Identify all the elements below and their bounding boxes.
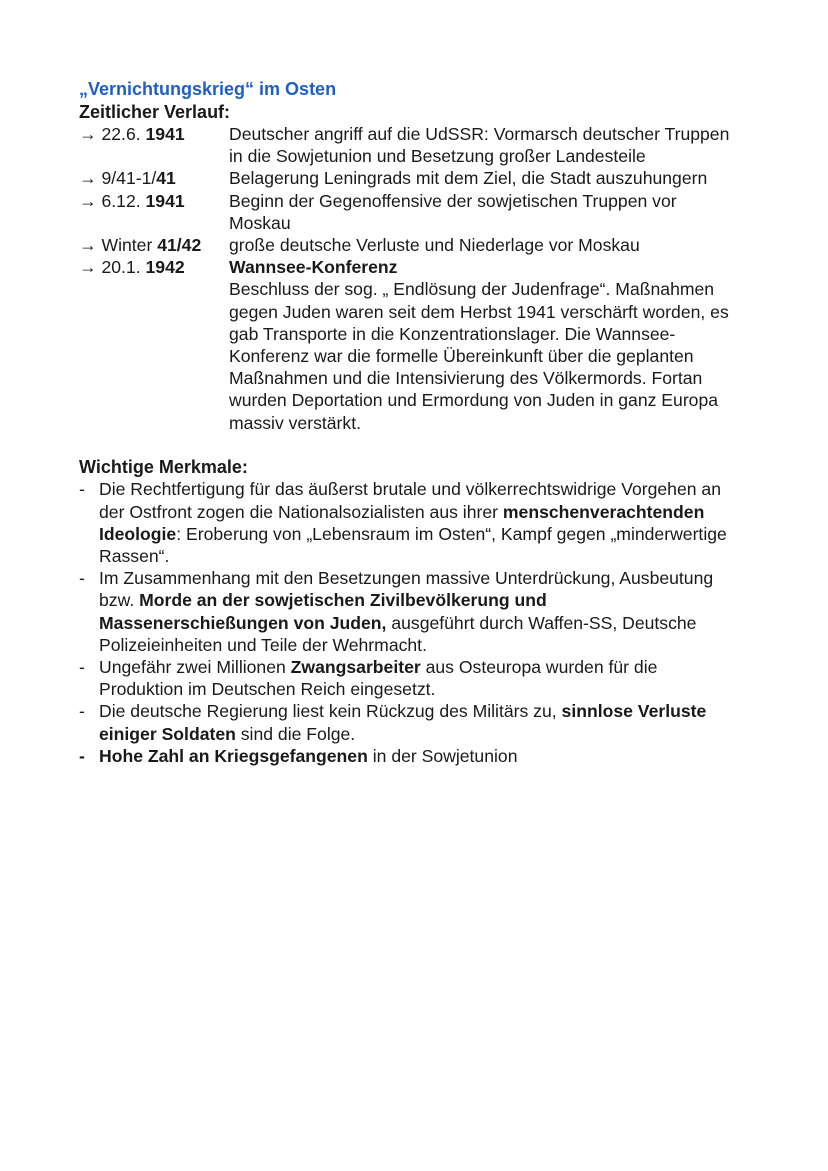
- bold-run: sinnlose Verluste einiger Soldaten: [99, 701, 707, 744]
- bold-run: Morde an der sowjetischen Zivilbevölkerung und Massenerschießungen von Juden,: [99, 590, 547, 633]
- text-run: Im Zusammenhang mit den Besetzungen massive Unterdrückung, Ausbeutung bzw.: [99, 568, 714, 611]
- list-item: [79, 700, 828, 744]
- timeline-event-title: Wannsee-Konferenz: [229, 257, 398, 278]
- dash-bullet-icon: -: [79, 656, 85, 677]
- bold-run: Hohe Zahl an Kriegsgefangenen: [99, 745, 368, 766]
- dash-bullet-icon: -: [79, 701, 85, 722]
- text-run: sind die Folge.: [235, 723, 356, 744]
- dash-bullet-icon: -: [79, 568, 85, 589]
- timeline-event-description: Beschluss der sog. „ Endlösung der Judenfrage“. Maßnahmen gegen Juden waren seit dem Herbst 1941 verschärft worden, es gab Transporte in die Konzentrationslager. Die Wannsee-Konferenz war die formelle Übereinkunft über die geplanten Maßnahmen und die Intensivierung des Völkermords. Fortan wurden Deportation und Ermordung von Juden in ganz Europa massiv verstärkt.: [229, 279, 729, 433]
- arrow-icon: →: [79, 168, 97, 189]
- timeline-row: [79, 123, 828, 167]
- text-run: : Eroberung von „Lebensraum im Osten“, Kampf gegen „minderwertige Rassen“.: [99, 523, 727, 566]
- timeline-row: [79, 234, 828, 256]
- timeline-date: → Winter 41/42: [79, 235, 202, 256]
- arrow-icon: →: [79, 235, 97, 256]
- dash-bullet-icon: -: [79, 745, 85, 766]
- bold-run: Zwangsarbeiter: [290, 656, 421, 677]
- features-list: [79, 478, 828, 767]
- timeline: [79, 123, 828, 434]
- bold-run: menschenverachtenden Ideologie: [99, 501, 705, 544]
- timeline-text: Beginn der Gegenoffensive der sowjetischen Truppen vor Moskau: [229, 190, 677, 233]
- timeline-date: → 6.12. 1941: [79, 190, 185, 211]
- list-item-text: [99, 478, 739, 567]
- list-item: [79, 745, 828, 767]
- timeline-text: [229, 256, 739, 434]
- list-item-text: [99, 745, 739, 767]
- text-run: ausgeführt durch Waffen-SS, Deutsche Polizeieinheiten und Teile der Wehrmacht.: [99, 612, 697, 655]
- text-run: aus Osteuropa wurden für die Produktion im Deutschen Reich eingesetzt.: [99, 656, 658, 700]
- list-item: [79, 656, 828, 700]
- timeline-date: → 22.6. 1941: [79, 124, 185, 144]
- list-item-text: [99, 567, 739, 656]
- timeline-row: [79, 167, 828, 189]
- timeline-text: große deutsche Verluste und Niederlage vor Moskau: [229, 235, 640, 256]
- page-title: „Vernichtungskrieg“ im Osten: [79, 79, 337, 99]
- list-item-text: [99, 656, 739, 700]
- arrow-icon: →: [79, 124, 97, 144]
- timeline-row: [79, 190, 828, 234]
- list-item-text: [99, 700, 739, 744]
- timeline-row: [79, 256, 828, 434]
- list-item: [79, 567, 828, 656]
- arrow-icon: →: [79, 190, 97, 211]
- list-item: [79, 478, 828, 567]
- timeline-date: → 20.1. 1942: [79, 257, 185, 278]
- text-run: Die deutsche Regierung liest kein Rückzug des Militärs zu,: [99, 701, 562, 722]
- features-heading: Wichtige Merkmale:: [79, 456, 248, 477]
- text-run: Die Rechtfertigung für das äußerst brutale und völkerrechtswidrige Vorgehen an der Ostfront zogen die Nationalsozialisten aus ihrer: [99, 479, 721, 522]
- text-run: in der Sowjetunion: [367, 745, 518, 766]
- timeline-heading: Zeitlicher Verlauf:: [79, 101, 231, 122]
- timeline-text: Deutscher angriff auf die UdSSR: Vormarsch deutscher Truppen in die Sowjetunion und Besetzung großer Landesteile: [229, 124, 730, 167]
- arrow-icon: →: [79, 257, 97, 278]
- timeline-text: Belagerung Leningrads mit dem Ziel, die Stadt auszuhungern: [229, 168, 708, 189]
- text-run: Ungefähr zwei Millionen: [99, 656, 291, 677]
- timeline-date: → 9/41-1/41: [79, 168, 176, 189]
- dash-bullet-icon: -: [79, 479, 85, 500]
